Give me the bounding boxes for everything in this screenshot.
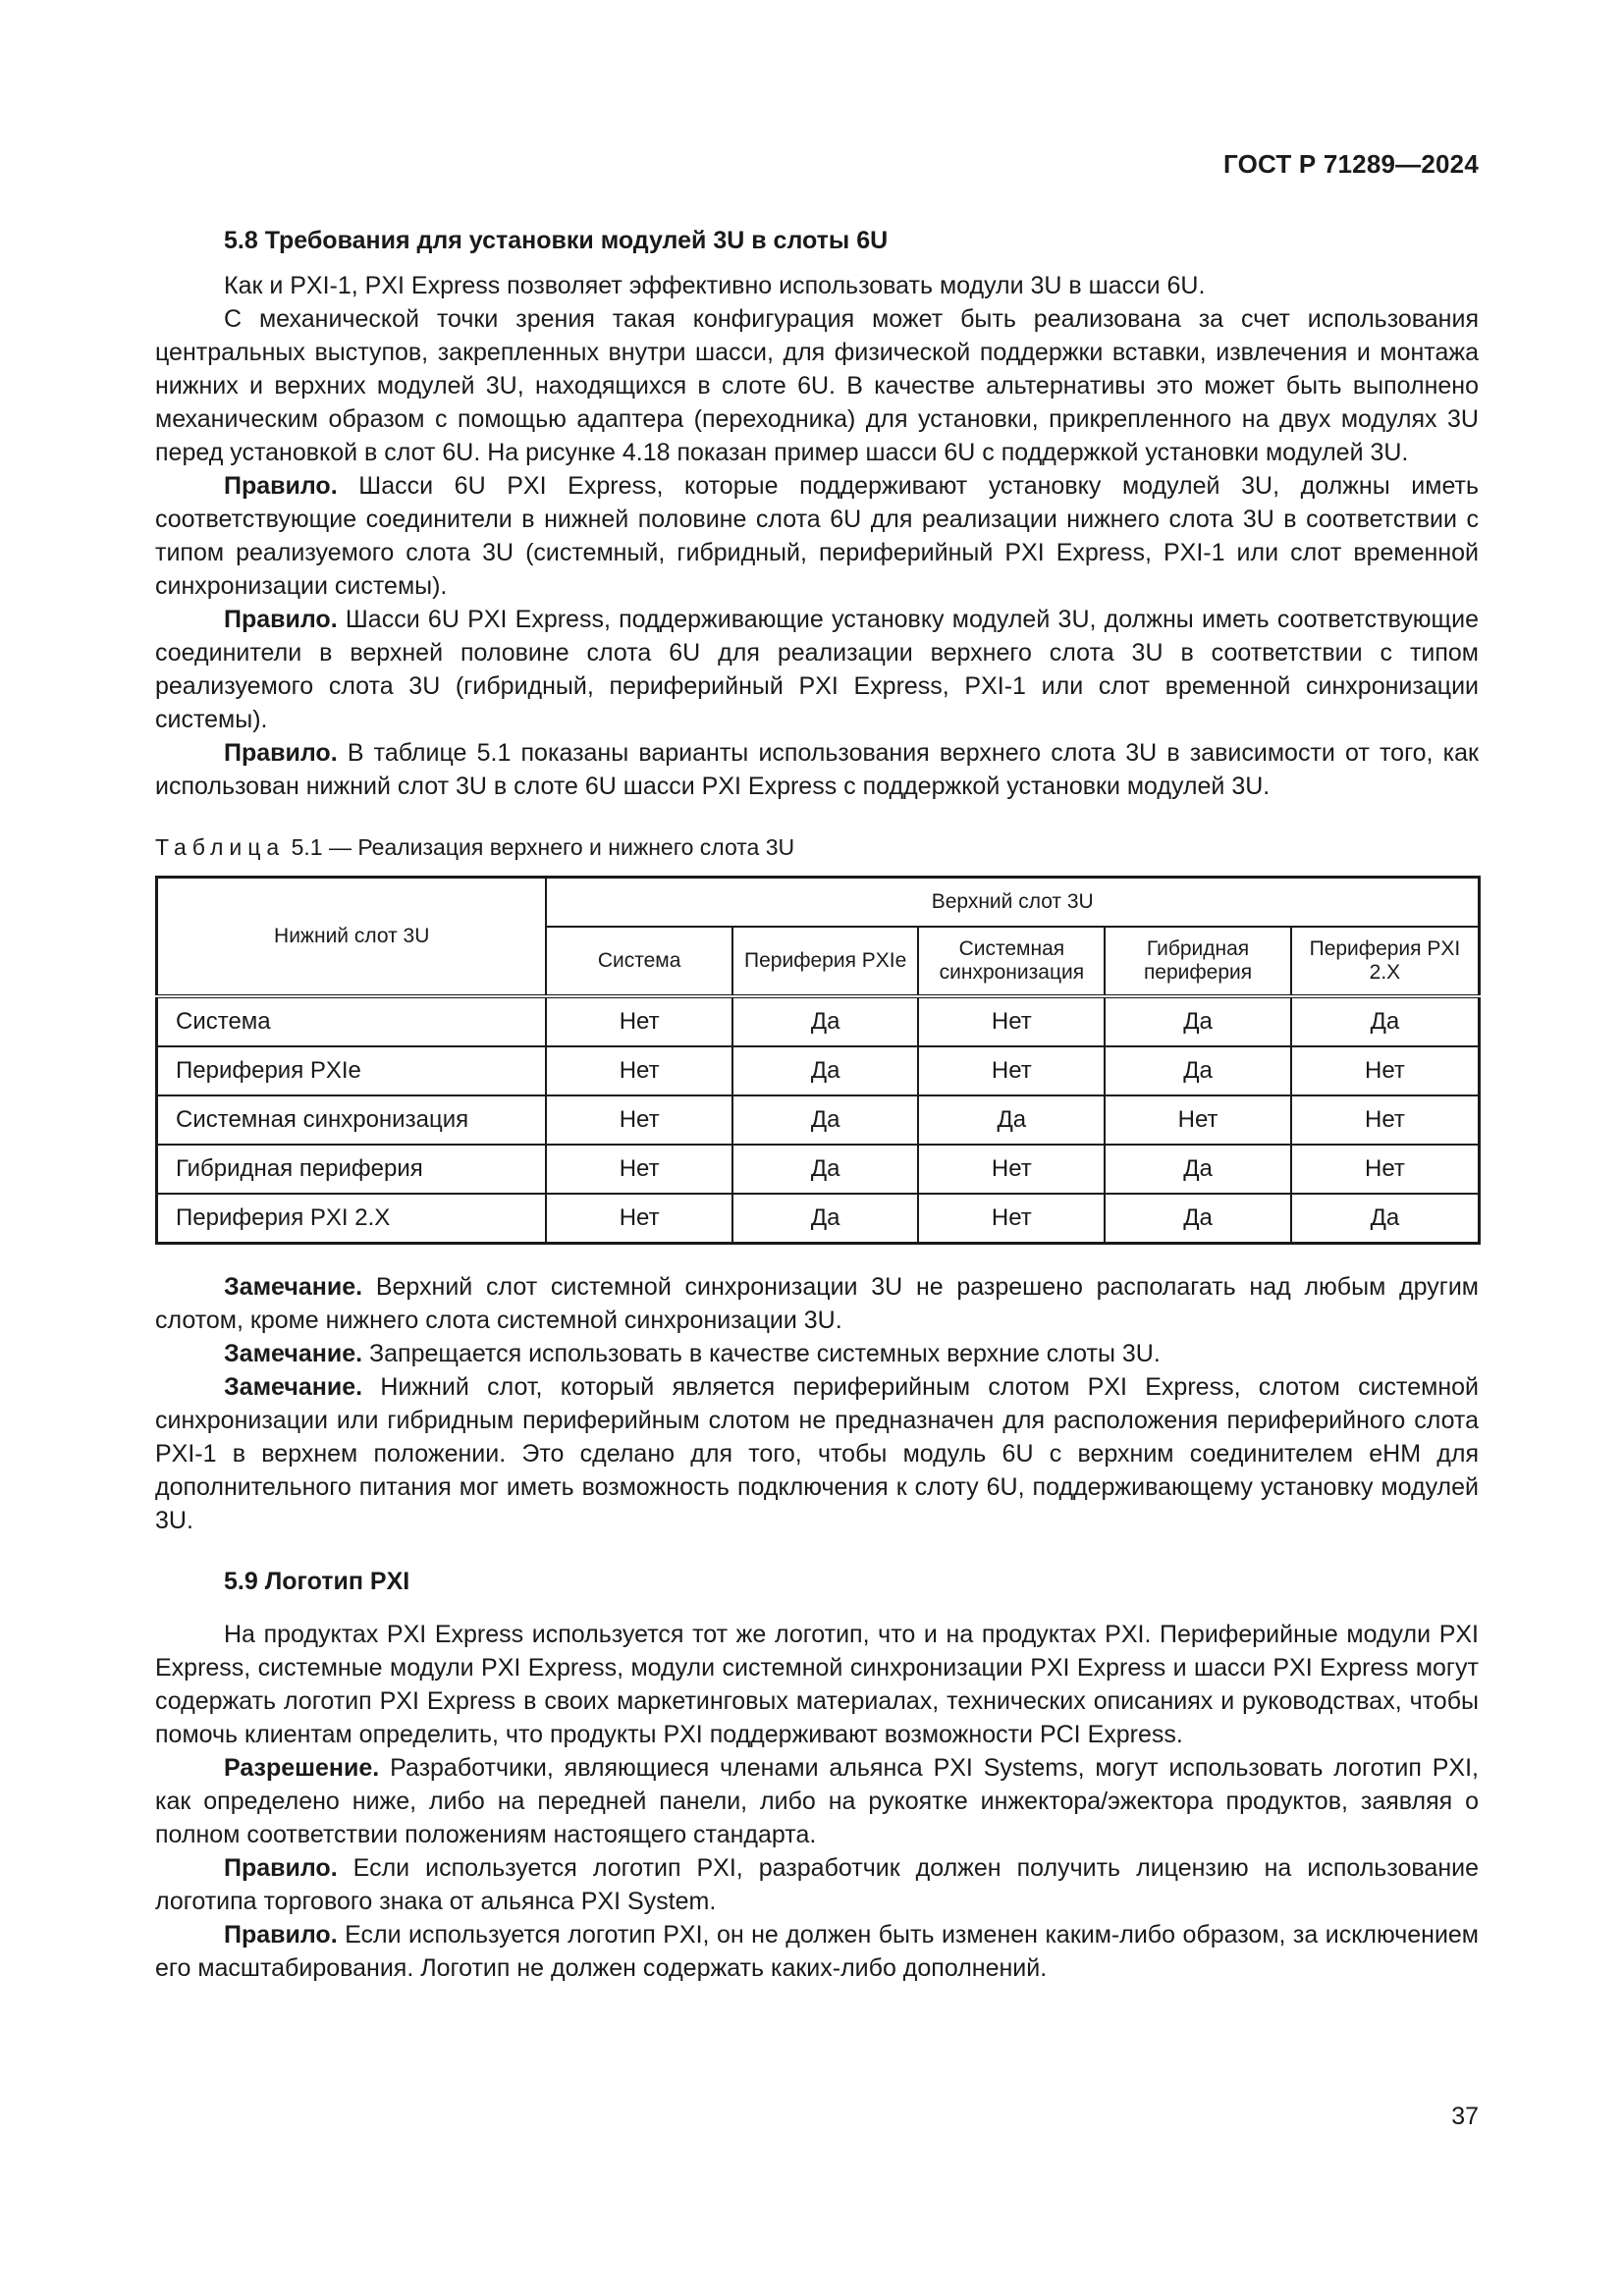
rule-label: Правило. bbox=[224, 472, 338, 500]
rule-paragraph bbox=[155, 736, 1479, 803]
table-cell: Нет bbox=[1291, 1095, 1480, 1145]
table-cell: Да bbox=[918, 1095, 1105, 1145]
permission-label: Разрешение. bbox=[224, 1754, 380, 1782]
rule-paragraph bbox=[155, 1851, 1479, 1918]
table-row bbox=[157, 1046, 1480, 1095]
table-cell: Да bbox=[1105, 1145, 1291, 1194]
table-caption-text: 5.1 — Реализация верхнего и нижнего слота 3U bbox=[285, 834, 795, 860]
rule-paragraph bbox=[155, 469, 1479, 603]
rule-label: Правило. bbox=[224, 1921, 338, 1949]
note-paragraph bbox=[155, 1370, 1479, 1537]
page-body bbox=[155, 224, 1479, 1985]
note-text: Запрещается использовать в качестве системных верхние слоты 3U. bbox=[362, 1340, 1161, 1367]
table-group-header: Верхний слот 3U bbox=[546, 878, 1479, 928]
table-cell: Нет bbox=[1291, 1145, 1480, 1194]
table-cell: Да bbox=[732, 1095, 919, 1145]
table-cell: Да bbox=[1291, 1194, 1480, 1244]
row-label: Системная синхронизация bbox=[157, 1095, 547, 1145]
table-cell: Да bbox=[1291, 996, 1480, 1046]
table-corner-header: Нижний слот 3U bbox=[157, 878, 547, 997]
column-header: Система bbox=[546, 927, 731, 996]
table-caption-prefix: Таблица bbox=[155, 834, 286, 860]
table-cell: Да bbox=[732, 1145, 919, 1194]
table-cell: Нет bbox=[546, 1194, 731, 1244]
rule-paragraph bbox=[155, 603, 1479, 736]
table-row bbox=[157, 1145, 1480, 1194]
table-cell: Нет bbox=[1291, 1046, 1480, 1095]
table-cell: Нет bbox=[918, 1145, 1105, 1194]
table-cell: Да bbox=[732, 1046, 919, 1095]
table-cell: Нет bbox=[546, 1145, 731, 1194]
table-cell: Да bbox=[732, 1194, 919, 1244]
permission-paragraph bbox=[155, 1751, 1479, 1851]
row-label: Периферия PXIe bbox=[157, 1046, 547, 1095]
rule-paragraph bbox=[155, 1918, 1479, 1985]
note-text: Верхний слот системной синхронизации 3U не разрешено располагать над любым другим слотом, кроме нижнего слота системной синхронизации 3U. bbox=[155, 1273, 1479, 1334]
table-row bbox=[157, 1095, 1480, 1145]
table-cell: Нет bbox=[918, 996, 1105, 1046]
column-header: Периферия PXI 2.X bbox=[1291, 927, 1480, 996]
paragraph: С механической точки зрения такая конфигурация может быть реализована за счет использования центральных выступов, закрепленных внутри шасси, для физической поддержки вставки, извлечения и монтажа нижних и верхних модулей 3U, находящихся в слоте 6U. В качестве альтернативы это может быть выполнено механическим образом с помощью адаптера (переходника) для установки, прикрепленного на двух модулях 3U перед установкой в слот 6U. На рисунке 4.18 показан пример шасси 6U с поддержкой установки модулей 3U. bbox=[155, 305, 1479, 466]
table-caption bbox=[155, 830, 1479, 864]
rule-text: В таблице 5.1 показаны варианты использования верхнего слота 3U в зависимости от того, как использован нижний слот 3U в слоте 6U шасси PXI Express с поддержкой установки модулей 3U. bbox=[155, 739, 1479, 800]
note-paragraph bbox=[155, 1270, 1479, 1337]
table-cell: Нет bbox=[546, 1046, 731, 1095]
row-label: Система bbox=[157, 996, 547, 1046]
table-cell: Нет bbox=[1105, 1095, 1291, 1145]
table-row bbox=[157, 996, 1480, 1046]
column-header: Периферия PXIe bbox=[732, 927, 919, 996]
note-label: Замечание. bbox=[224, 1273, 363, 1301]
table-cell: Да bbox=[1105, 996, 1291, 1046]
table-cell: Да bbox=[1105, 1046, 1291, 1095]
section-5-8-title: 5.8 Требования для установки модулей 3U в слоты 6U bbox=[224, 227, 889, 254]
table-row bbox=[157, 1194, 1480, 1244]
note-label: Замечание. bbox=[224, 1340, 363, 1367]
standard-header: ГОСТ Р 71289—2024 bbox=[1223, 149, 1479, 179]
note-paragraph bbox=[155, 1337, 1479, 1370]
column-header: Системная синхронизация bbox=[918, 927, 1105, 996]
page-number: 37 bbox=[1451, 2103, 1479, 2130]
row-label: Периферия PXI 2.X bbox=[157, 1194, 547, 1244]
rule-label: Правило. bbox=[224, 1854, 338, 1882]
rule-label: Правило. bbox=[224, 739, 338, 767]
permission-text: Разработчики, являющиеся членами альянса PXI Systems, могут использовать логотип PXI, как определено ниже, либо на передней панели, либо на рукоятке инжектора/эжектора продуктов, заявляя о полном соответствии положениям настоящего стандарта. bbox=[155, 1754, 1479, 1848]
rule-text: Шасси 6U PXI Express, поддерживающие установку модулей 3U, должны иметь соответствующие соединители в верхней половине слота 6U для реализации верхнего слота 3U в соответствии с типом реализуемого слота 3U (гибридный, периферийный PXI Express, PXI-1 или слот временной синхронизации системы). bbox=[155, 606, 1479, 733]
rule-text: Если используется логотип PXI, разработчик должен получить лицензию на использование логотипа торгового знака от альянса PXI System. bbox=[155, 1854, 1479, 1915]
rule-label: Правило. bbox=[224, 606, 338, 633]
row-label: Гибридная периферия bbox=[157, 1145, 547, 1194]
table-cell: Да bbox=[732, 996, 919, 1046]
paragraph: На продуктах PXI Express используется тот же логотип, что и на продуктах PXI. Периферийные модули PXI Express, системные модули PXI Express, модули системной синхронизации PXI Express и шасси PXI Express могут содержать логотип PXI Express в своих маркетинговых материалах, технических описаниях и руководствах, чтобы помочь клиентам определить, что продукты PXI поддерживают возможности PCI Express. bbox=[155, 1621, 1479, 1748]
rule-text: Если используется логотип PXI, он не должен быть изменен каким-либо образом, за исключением его масштабирования. Логотип не должен содержать каких-либо дополнений. bbox=[155, 1921, 1479, 1982]
slot-table bbox=[155, 876, 1481, 1245]
note-label: Замечание. bbox=[224, 1373, 363, 1401]
table-cell: Нет bbox=[546, 996, 731, 1046]
column-header: Гибридная периферия bbox=[1105, 927, 1291, 996]
table-cell: Да bbox=[1105, 1194, 1291, 1244]
table-cell: Нет bbox=[918, 1194, 1105, 1244]
note-text: Нижний слот, который является периферийным слотом PXI Express, слотом системной синхронизации или гибридным периферийным слотом не предназначен для расположения периферийного слота PXI-1 в верхнем положении. Это сделано для того, чтобы модуль 6U с верхним соединителем eHM для дополнительного питания мог иметь возможность подключения к слоту 6U, поддерживающему установку модулей 3U. bbox=[155, 1373, 1479, 1534]
table-cell: Нет bbox=[546, 1095, 731, 1145]
section-5-9-title: 5.9 Логотип PXI bbox=[224, 1568, 410, 1595]
rule-text: Шасси 6U PXI Express, которые поддерживают установку модулей 3U, должны иметь соответствующие соединители в нижней половине слота 6U для реализации нижнего слота 3U в соответствии с типом реализуемого слота 3U (системный, гибридный, периферийный PXI Express, PXI-1 или слот временной синхронизации системы). bbox=[155, 472, 1479, 600]
paragraph: Как и PXI-1, PXI Express позволяет эффективно использовать модули 3U в шасси 6U. bbox=[224, 272, 1206, 299]
table-cell: Нет bbox=[918, 1046, 1105, 1095]
